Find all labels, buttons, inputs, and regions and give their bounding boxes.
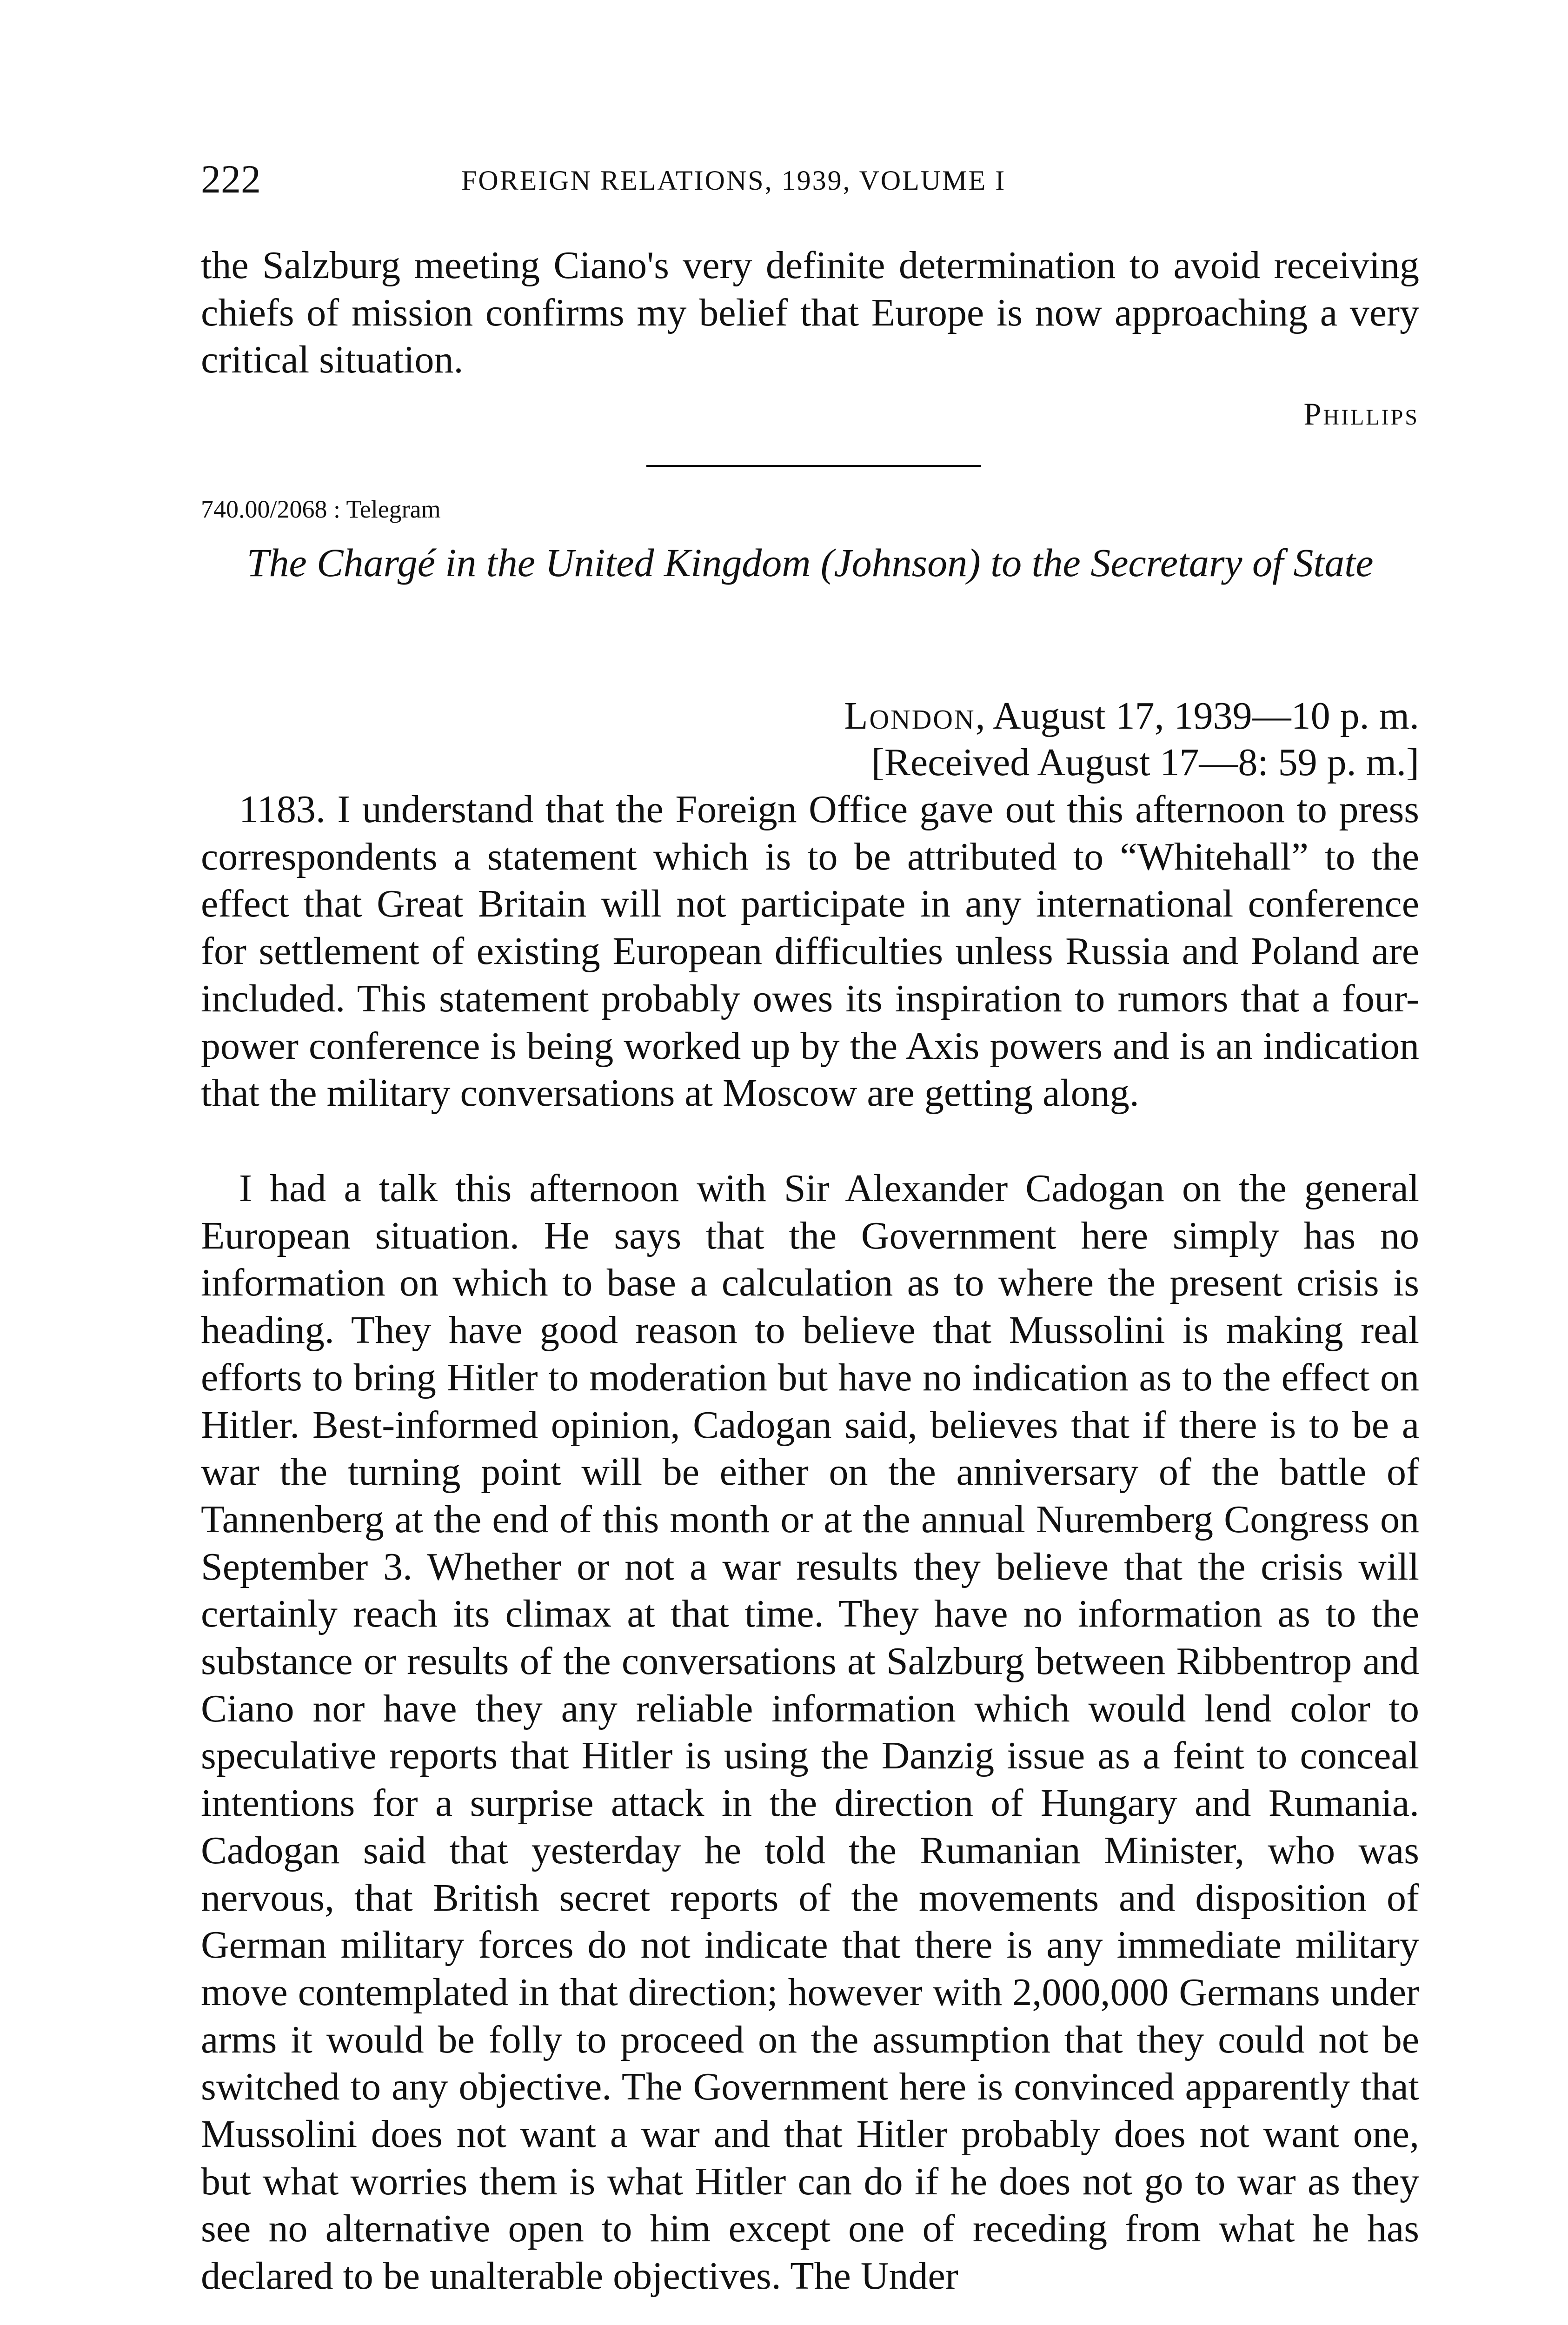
body-paragraph [201,1165,1419,2300]
dateline-place: London [844,694,976,737]
date-received: [Received August 17—8: 59 p. m.] [871,741,1419,784]
page-number: 222 [201,157,261,201]
document-title: The Chargé in the United Kingdom (Johnson) to the Secretary of State [246,540,1374,585]
running-head [201,153,1419,205]
continuation-paragraph: the Salzburg meeting Ciano's very definite determination to avoid receiving chiefs of mission confirms my belief that Europe is now approaching a very critical situation. [201,244,1419,382]
date-sent: , August 17, 1939—10 p. m. [975,694,1419,737]
signature: Phillips [1303,396,1419,432]
running-title: FOREIGN RELATIONS, 1939, VOLUME I [461,165,1006,196]
section-divider [646,465,981,467]
paragraph-text: I had a talk this afternoon with Sir Alexander Cadogan on the general European situation. He says that the Government here simply has no information on which to base a calculation as to where the present crisis is heading. They have good reason to believe that Mussolini is making real efforts to bring Hitler to moderation but have no indication as to the effect on Hitler. Best-informed opinion, Cadogan said, believes that if there is to be a war the turning point will be either on the anniversary of the battle of Tannenberg at the end of this month or at the annual Nuremberg Congress on September 3. Whether or not a war results they believe that the crisis will certainly reach its climax at that time. They have no information as to the substance or results of the conversations at Salzburg between Ribbentrop and Ciano nor have they any reliable information which would lend color to speculative reports that Hitler is using the Danzig issue as a feint to conceal intentions for a surprise attack in the direction of Hungary and Rumania. Cadogan said that yesterday he told the Rumanian Minister, who was nervous, that British secret reports of the movements and disposition of German military forces do not indicate that there is any immediate military move contemplated in that direction; however with 2,000,000 Germans under arms it would be folly to proceed on the assumption that they could not be switched to any objective. The Government here is convinced apparently that Mussolini does not want a war and that Hitler probably does not want one, but what worries them is what Hitler can do if he does not go to war as they see no alternative open to him except one of receding from what he has declared to be unalterable objectives. The Under [201,1167,1419,2298]
dateline-sent [844,693,1419,739]
body-paragraph [201,786,1419,1117]
paragraph-text: 1183. I understand that the Foreign Office gave out this afternoon to press correspondents a statement which is to be attributed to “Whitehall” to the effect that Great Britain will not participate in any international conference for settlement of existing European difficulties unless Russia and Poland are included. This statement probably owes its inspiration to rumors that a four-power conference is being worked up by the Axis powers and is an indication that the military conversations at Moscow are getting along. [201,788,1419,1115]
file-reference: 740.00/2068 : Telegram [201,495,441,523]
